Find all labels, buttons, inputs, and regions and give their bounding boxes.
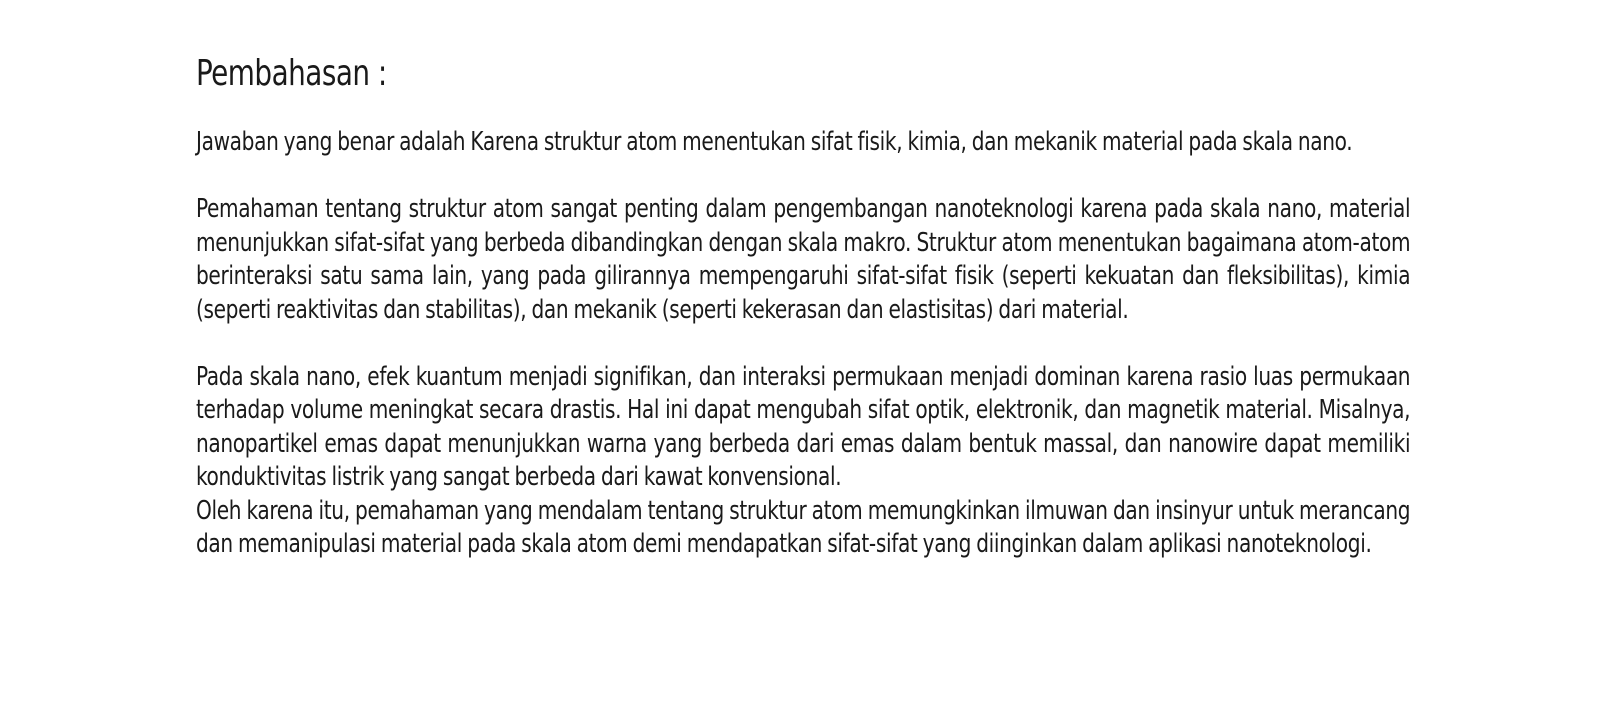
explanation-paragraph	[196, 193, 1410, 327]
detail-paragraph	[196, 361, 1410, 562]
explanation-text: Pemahaman tentang struktur atom sangat penting dalam pengembangan nanoteknologi karena pada skala nano, material menunjukkan sifat-sifat yang berbeda dibandingkan dengan skala makro. Struktur atom menentukan bagaimana atom-atom berinteraksi satu sama lain, yang pada gilirannya mempengaruhi sifat-sifat fisik (seperti kekuatan dan fleksibilitas), kimia (seperti reaktivitas dan stabilitas), dan mekanik (seperti kekerasan dan elastisitas) dari material.	[196, 194, 1411, 325]
document-body	[196, 50, 1410, 562]
section-heading: Pembahasan :	[196, 53, 387, 94]
detail-text-part2: Oleh karena itu, pemahaman yang mendalam tentang struktur atom memungkinkan ilmuwan dan insinyur untuk merancang dan memanipulasi material pada skala atom demi mendapatkan sifat-sifat yang diinginkan dalam aplikasi nanoteknologi.	[196, 495, 1411, 559]
answer-text: Jawaban yang benar adalah Karena struktur atom menentukan sifat fisik, kimia, dan mekanik material pada skala nano.	[196, 127, 1353, 157]
answer-paragraph	[196, 126, 1410, 160]
detail-text-part1: Pada skala nano, efek kuantum menjadi signifikan, dan interaksi permukaan menjadi dominan karena rasio luas permukaan terhadap volume meningkat secara drastis. Hal ini dapat mengubah sifat optik, elektronik, dan magnetik material. Misalnya, nanopartikel emas dapat menunjukkan warna yang berbeda dari emas dalam bentuk massal, dan nanowire dapat memiliki konduktivitas listrik yang sangat berbeda dari kawat konvensional.	[196, 361, 1411, 492]
